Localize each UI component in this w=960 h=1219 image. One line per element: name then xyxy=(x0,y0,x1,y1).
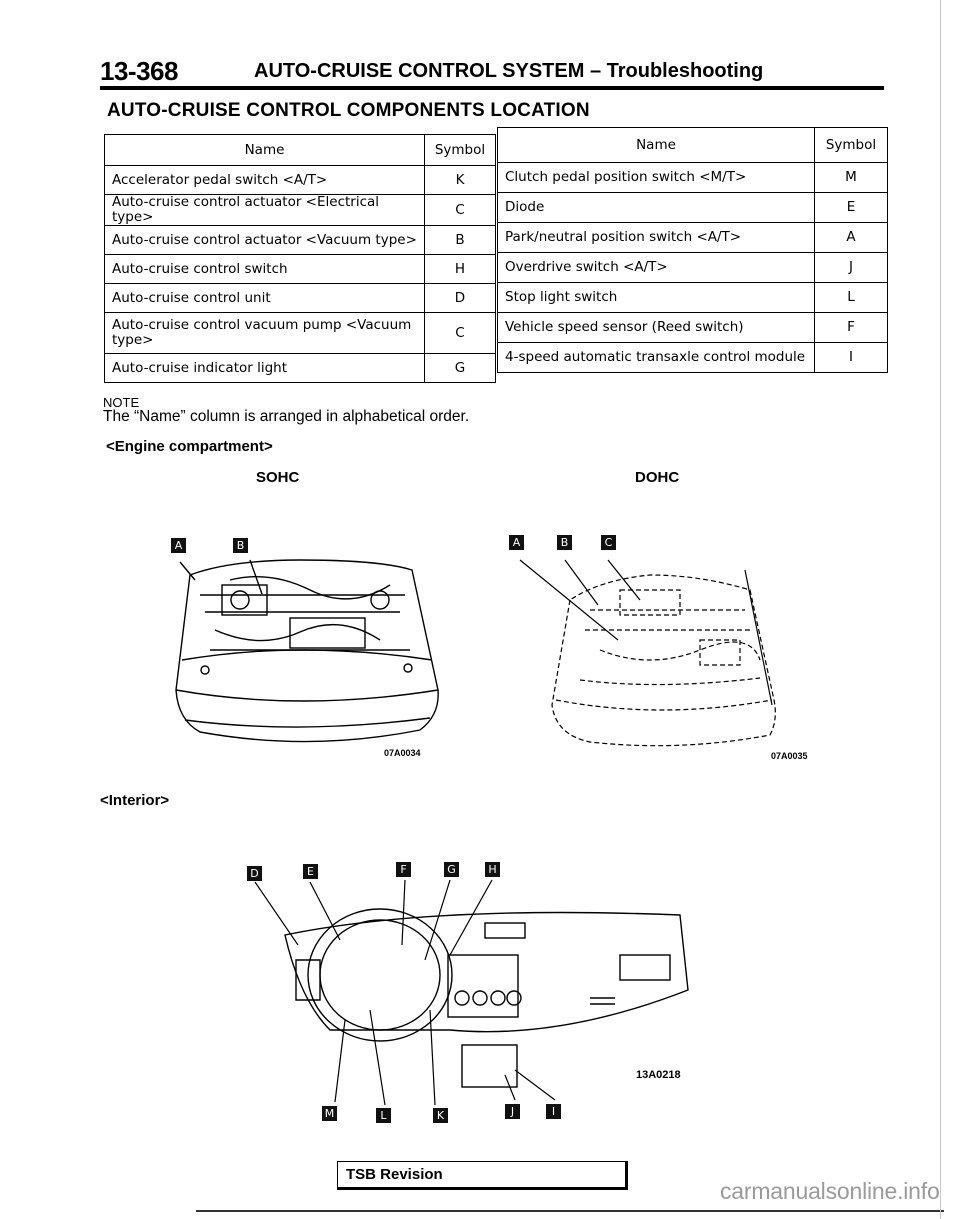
page-header-title: AUTO-CRUISE CONTROL SYSTEM – Troubleshooting xyxy=(254,60,764,82)
interior-marker-f: F xyxy=(396,862,411,877)
component-symbol: F xyxy=(815,313,888,343)
component-symbol: G xyxy=(425,354,496,383)
interior-marker-h: H xyxy=(485,862,500,877)
interior-marker-g: G xyxy=(444,862,459,877)
dohc-label: DOHC xyxy=(635,469,680,486)
note-text: The “Name” column is arranged in alphabetical order. xyxy=(103,408,470,425)
interior-marker-m: M xyxy=(322,1106,337,1121)
dohc-marker-b: B xyxy=(557,535,572,550)
component-symbol: C xyxy=(425,313,496,354)
component-symbol: E xyxy=(815,193,888,223)
footer-rule xyxy=(196,1210,944,1212)
component-symbol: I xyxy=(815,343,888,373)
section-title: AUTO-CRUISE CONTROL COMPONENTS LOCATION xyxy=(107,100,590,121)
footer-site-text: carmanualsonline.info xyxy=(720,1178,940,1204)
component-name: Auto-cruise control unit xyxy=(105,284,425,313)
component-name: Vehicle speed sensor (Reed switch) xyxy=(498,313,815,343)
dohc-marker-a: A xyxy=(509,535,524,550)
component-name: Diode xyxy=(498,193,815,223)
component-name: Accelerator pedal switch <A/T> xyxy=(105,166,425,195)
component-symbol: D xyxy=(425,284,496,313)
component-name: Overdrive switch <A/T> xyxy=(498,253,815,283)
interior-marker-l: L xyxy=(376,1108,391,1123)
component-symbol: M xyxy=(815,163,888,193)
dohc-engine-illustration xyxy=(552,575,775,746)
sohc-figure-code: 07A0034 xyxy=(384,748,421,758)
name-column-header: Name xyxy=(105,135,425,166)
sohc-marker-b: B xyxy=(233,538,248,553)
component-symbol: C xyxy=(425,195,496,226)
sohc-marker-a: A xyxy=(171,538,186,553)
name-column-header: Name xyxy=(498,128,815,163)
dohc-figure-code: 07A0035 xyxy=(771,751,808,761)
interior-figure-code: 13A0218 xyxy=(636,1069,681,1081)
component-symbol: H xyxy=(425,255,496,284)
interior-marker-e: E xyxy=(303,864,318,879)
component-name: 4-speed automatic transaxle control module xyxy=(498,343,815,373)
interior-marker-d: D xyxy=(247,866,262,881)
interior-dashboard-illustration xyxy=(285,909,688,1087)
page-number: 13-368 xyxy=(100,56,178,86)
component-name: Auto-cruise control vacuum pump <Vacuum type> xyxy=(105,313,425,354)
component-symbol: A xyxy=(815,223,888,253)
component-symbol: K xyxy=(425,166,496,195)
component-name: Stop light switch xyxy=(498,283,815,313)
component-name: Auto-cruise control actuator <Vacuum type> xyxy=(105,226,425,255)
note-label: NOTE xyxy=(103,395,140,410)
sohc-engine-illustration xyxy=(176,560,438,742)
interior-marker-i: I xyxy=(546,1104,561,1119)
component-name: Auto-cruise control switch xyxy=(105,255,425,284)
sohc-label: SOHC xyxy=(256,469,300,486)
dohc-marker-c: C xyxy=(601,535,616,550)
interior-heading: <Interior> xyxy=(100,792,170,809)
component-name: Auto-cruise control actuator <Electrical type> xyxy=(105,195,425,226)
component-name: Clutch pedal position switch <M/T> xyxy=(498,163,815,193)
page-edge-line xyxy=(940,0,941,1219)
engine-compartment-heading: <Engine compartment> xyxy=(106,438,273,455)
symbol-column-header: Symbol xyxy=(425,135,496,166)
component-name: Auto-cruise indicator light xyxy=(105,354,425,383)
interior-marker-k: K xyxy=(433,1108,448,1123)
dohc-leader-lines xyxy=(520,560,772,705)
component-symbol: B xyxy=(425,226,496,255)
component-name: Park/neutral position switch <A/T> xyxy=(498,223,815,253)
symbol-column-header: Symbol xyxy=(815,128,888,163)
component-symbol: J xyxy=(815,253,888,283)
tsb-revision-label: TSB Revision xyxy=(346,1166,443,1183)
interior-marker-j: J xyxy=(505,1104,520,1119)
component-symbol: L xyxy=(815,283,888,313)
